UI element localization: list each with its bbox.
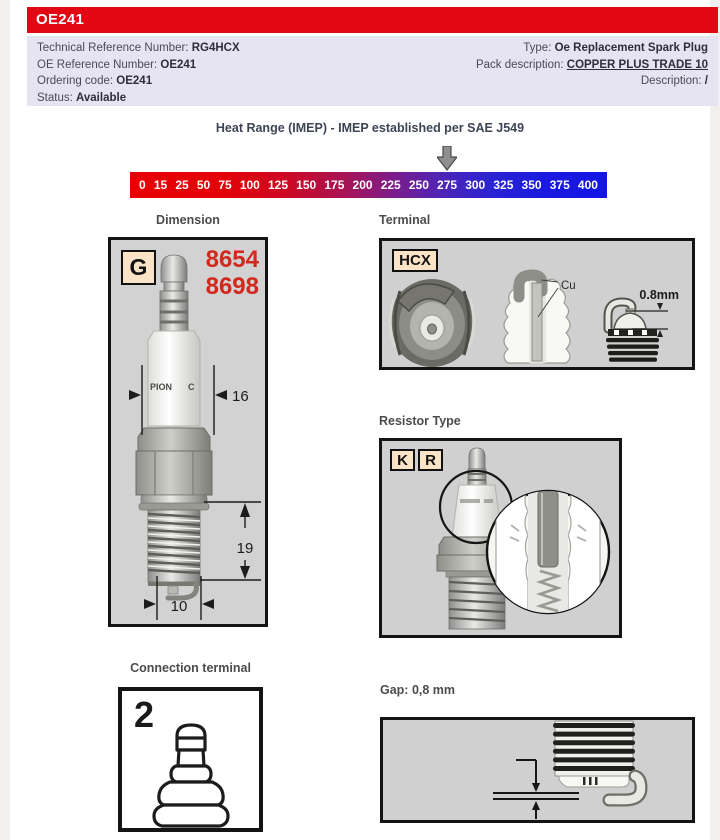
field-label: Description: [640, 75, 702, 87]
gap-section-title: Gap: 0,8 mm [380, 683, 456, 697]
part-number: 8698 [205, 273, 259, 300]
gap-dimension-label: 0.8mm [639, 288, 679, 302]
field-value: RG4HCX [191, 42, 240, 54]
dimension-diagram-box [108, 237, 268, 627]
copper-core-cutaway-drawing [504, 275, 576, 363]
heat-scale-tick: 75 [218, 178, 232, 192]
heat-scale-tick: 125 [268, 178, 289, 192]
dimension-section-title: Dimension [156, 213, 220, 227]
heat-range-pointer-icon [437, 146, 457, 171]
insulator-print: PION [150, 382, 173, 392]
part-number: 8654 [205, 246, 259, 273]
heat-scale-tick: 400 [577, 178, 598, 192]
info-right-column [476, 40, 708, 90]
gap-diagram-box [380, 717, 695, 823]
info-left-column [37, 40, 240, 106]
terminal-code-chip: HCX [392, 249, 438, 272]
resistor-cutaway-circle [487, 489, 609, 615]
product-title-bar [27, 7, 718, 33]
connection-terminal-box [118, 687, 263, 832]
field-label: Pack description: [475, 58, 564, 71]
field-label: Ordering code: [37, 75, 114, 87]
gap-drawing [383, 720, 692, 820]
ground-electrode [148, 582, 200, 598]
heat-scale-tick: 175 [324, 178, 345, 192]
field-description [476, 73, 708, 90]
terminal-profile [154, 725, 228, 826]
resistor-section-title: Resistor Type [379, 414, 461, 428]
terminal-diagram-box [379, 238, 695, 370]
part-numbers [206, 246, 259, 300]
heat-scale-tick: 250 [408, 178, 429, 192]
heat-scale-tick: 225 [380, 178, 401, 192]
dimension-code-chip: G [121, 250, 156, 285]
pack-description-link[interactable]: COPPER PLUS TRADE 10 [566, 58, 708, 71]
heat-range-title: Heat Range (IMEP) - IMEP established per SAE J549 [215, 121, 525, 135]
core-material-label: Cu [561, 280, 576, 292]
field-ordering-code [37, 73, 240, 90]
field-status [37, 90, 240, 107]
heat-scale-tick: 150 [296, 178, 317, 192]
field-value: / [704, 75, 708, 87]
resistor-diagram-box [379, 438, 622, 638]
hex-shell [136, 428, 212, 510]
gap-side-view-drawing [606, 288, 679, 362]
connection-code: 2 [134, 694, 155, 735]
heat-scale-tick: 0 [139, 178, 146, 192]
field-label: Type: [523, 42, 552, 54]
heat-scale-tick: 300 [465, 178, 486, 192]
product-info-panel [27, 36, 718, 106]
field-pack-description [476, 57, 708, 74]
insulator [148, 331, 200, 426]
field-oe-reference [37, 57, 240, 74]
firing-end-photo [389, 279, 475, 367]
dim-reach-value: 19 [236, 540, 254, 557]
threads [148, 510, 200, 582]
field-label: Status: [37, 91, 73, 104]
field-value: OE241 [116, 75, 153, 87]
status-value: Available [76, 91, 127, 104]
dimension-19 [200, 502, 261, 580]
dim-thread-value: 10 [170, 598, 188, 615]
page-content [10, 0, 710, 840]
field-value: Oe Replacement Spark Plug [554, 42, 708, 54]
resistor-code-chip-r: R [418, 449, 443, 471]
heat-scale-tick: 100 [239, 178, 260, 192]
field-type [476, 40, 708, 57]
heat-range-scale [130, 172, 607, 198]
insulator-print-2: C [188, 382, 195, 392]
threaded-shell [553, 721, 635, 787]
resistor-code-chip-k: K [390, 449, 415, 471]
product-title: OE241 [36, 11, 85, 28]
heat-scale-tick: 50 [196, 178, 211, 192]
heat-scale-tick: 275 [437, 178, 458, 192]
terminal-section-title: Terminal [379, 213, 431, 227]
terminal-stud [160, 255, 188, 331]
heat-scale-tick: 15 [153, 178, 168, 192]
connection-terminal-section-title: Connection terminal [130, 661, 251, 675]
field-label: Technical Reference Number: [37, 42, 189, 54]
heat-scale-tick: 200 [352, 178, 373, 192]
dim-hex-value: 16 [232, 388, 249, 405]
field-value: OE241 [160, 58, 197, 71]
heat-scale-tick: 25 [175, 178, 189, 192]
heat-scale-tick: 375 [549, 178, 570, 192]
heat-scale-tick: 325 [493, 178, 514, 192]
heat-scale-tick: 350 [521, 178, 542, 192]
connection-terminal-drawing [122, 691, 259, 828]
field-label: OE Reference Number: [37, 58, 158, 71]
field-technical-reference [37, 40, 240, 57]
